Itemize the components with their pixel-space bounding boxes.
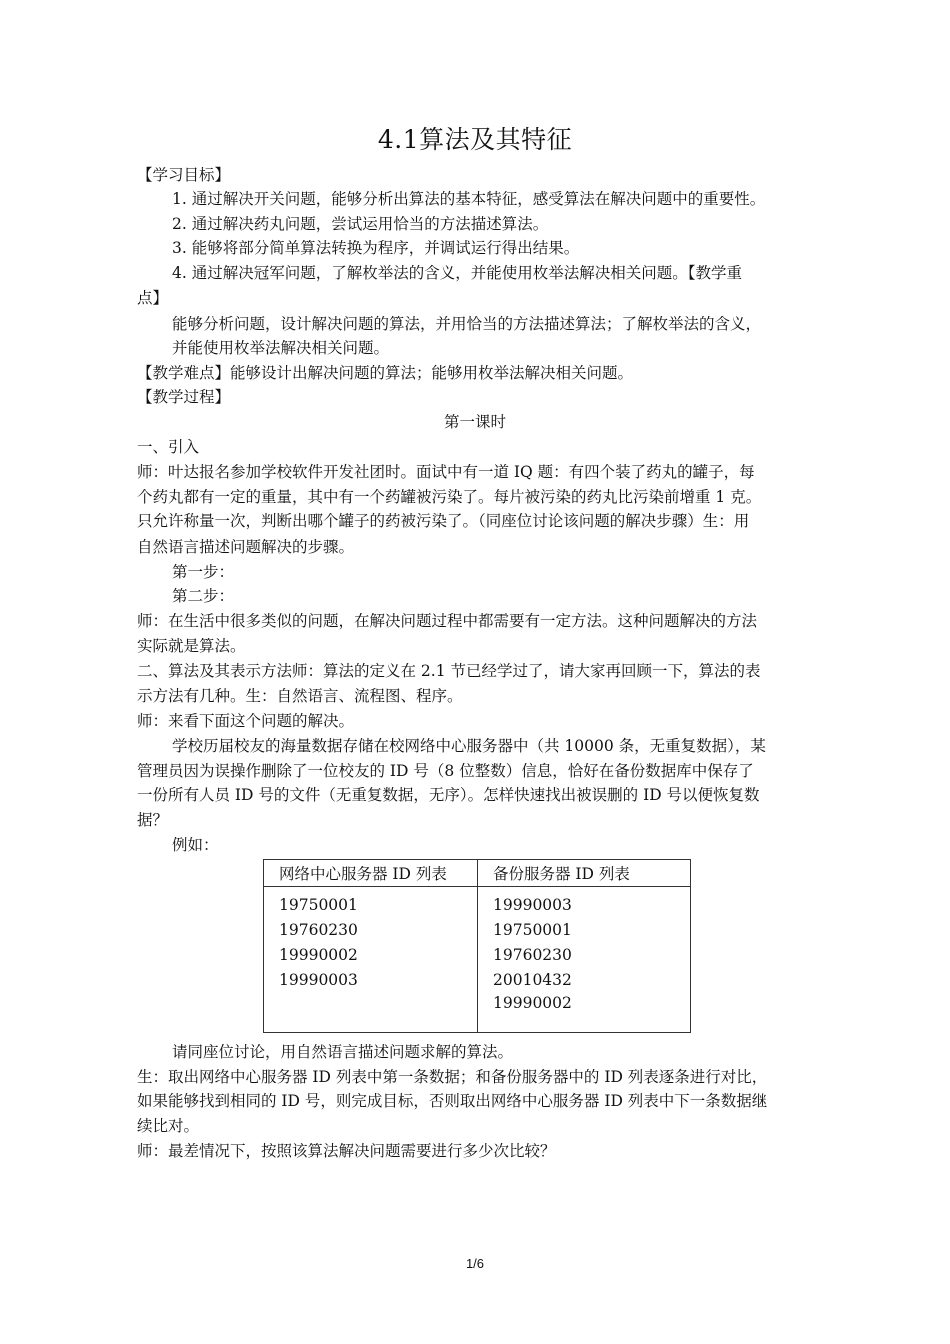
- table-column: [478, 887, 691, 1033]
- table-cell: 19990003: [493, 896, 572, 914]
- body-line: 师：叶达报名参加学校软件开发社团时。面试中有一道 IQ 题：有四个装了药丸的罐子，每: [137, 463, 755, 481]
- discussion-prompt: 请同座位讨论，用自然语言描述问题求解的算法。: [172, 1043, 514, 1061]
- table-cell: 19990002: [279, 946, 358, 964]
- page-title: 4.1算法及其特征: [377, 125, 573, 154]
- body-line: 学校历届校友的海量数据存储在校网络中心服务器中（共 10000 条，无重复数据），某: [172, 737, 766, 755]
- table-cell: 20010432: [493, 971, 572, 989]
- objective-wrap: 点】: [137, 289, 169, 307]
- body-line: 个药丸都有一定的重量，其中有一个药罐被污染了。每片被污染的药丸比污染前增重 1 克。: [137, 488, 762, 506]
- objective-item: 4. 通过解决冠军问题，了解枚举法的含义，并能使用枚举法解决相关问题。【教学重: [172, 264, 742, 282]
- body-line: 生：取出网络中心服务器 ID 列表中第一条数据；和备份服务器中的 ID 列表逐条进行对比，: [137, 1068, 768, 1086]
- table-cell: 19760230: [493, 946, 572, 964]
- example-label: 例如：: [172, 836, 219, 854]
- table-header: 备份服务器 ID 列表: [478, 860, 691, 887]
- difficulty: 【教学难点】能够设计出解决问题的算法；能够用枚举法解决相关问题。: [137, 364, 634, 382]
- body-line: 一份所有人员 ID 号的文件（无重复数据，无序）。怎样快速找出被误删的 ID 号以便恢复数: [137, 786, 760, 804]
- page-number: 1/6: [465, 1256, 485, 1271]
- body-line: 二、算法及其表示方法师：算法的定义在 2.1 节已经学过了，请大家再回顾一下，算法的表: [137, 662, 761, 680]
- objective-item: 2. 通过解决药丸问题，尝试运用恰当的方法描述算法。: [172, 215, 549, 233]
- body-line: 师：在生活中很多类似的问题，在解决问题过程中都需要有一定方法。这种问题解决的方法: [137, 612, 758, 630]
- step-one: 第一步：: [172, 563, 235, 581]
- table-cell: 19750001: [493, 921, 572, 939]
- body-line: 续比对。: [137, 1117, 200, 1135]
- body-line: 据？: [137, 811, 169, 829]
- table-column: [264, 887, 478, 1033]
- table-cell: 19990002: [493, 994, 572, 1012]
- step-two: 第二步：: [172, 587, 235, 605]
- objective-item: 3. 能够将部分简单算法转换为程序，并调试运行得出结果。: [172, 239, 580, 257]
- table-cell: 19990003: [279, 971, 358, 989]
- body-line: 师：来看下面这个问题的解决。: [137, 712, 355, 730]
- body-line: 示方法有几种。生：自然语言、流程图、程序。: [137, 687, 463, 705]
- key-points-line: 并能使用枚举法解决相关问题。: [172, 339, 390, 357]
- body-line: 管理员因为误操作删除了一位校友的 ID 号（8 位整数）信息，恰好在备份数据库中保存了: [137, 762, 754, 780]
- body-line: 自然语言描述问题解决的步骤。: [137, 538, 355, 556]
- objectives-heading: 【学习目标】: [137, 166, 231, 184]
- body-line: 只允许称量一次，判断出哪个罐子的药被污染了。（同座位讨论该问题的解决步骤）生：用: [137, 512, 750, 530]
- body-line: 师：最差情况下，按照该算法解决问题需要进行多少次比较？: [137, 1142, 556, 1160]
- table-cell: 19760230: [279, 921, 358, 939]
- body-line: 如果能够找到相同的 ID 号，则完成目标，否则取出网络中心服务器 ID 列表中下一条数据继: [137, 1092, 768, 1110]
- key-points-line: 能够分析问题，设计解决问题的算法，并用恰当的方法描述算法；了解枚举法的含义，: [172, 315, 762, 333]
- table-header: 网络中心服务器 ID 列表: [264, 860, 478, 887]
- objective-item: 1. 通过解决开关问题，能够分析出算法的基本特征，感受算法在解决问题中的重要性。: [172, 190, 766, 208]
- lesson-title: 第一课时: [443, 413, 506, 431]
- section1-heading: 一、引入: [137, 438, 200, 456]
- id-table: [263, 859, 691, 1033]
- process-heading: 【教学过程】: [137, 388, 231, 406]
- table-cell: 19750001: [279, 896, 358, 914]
- body-line: 实际就是算法。: [137, 637, 246, 655]
